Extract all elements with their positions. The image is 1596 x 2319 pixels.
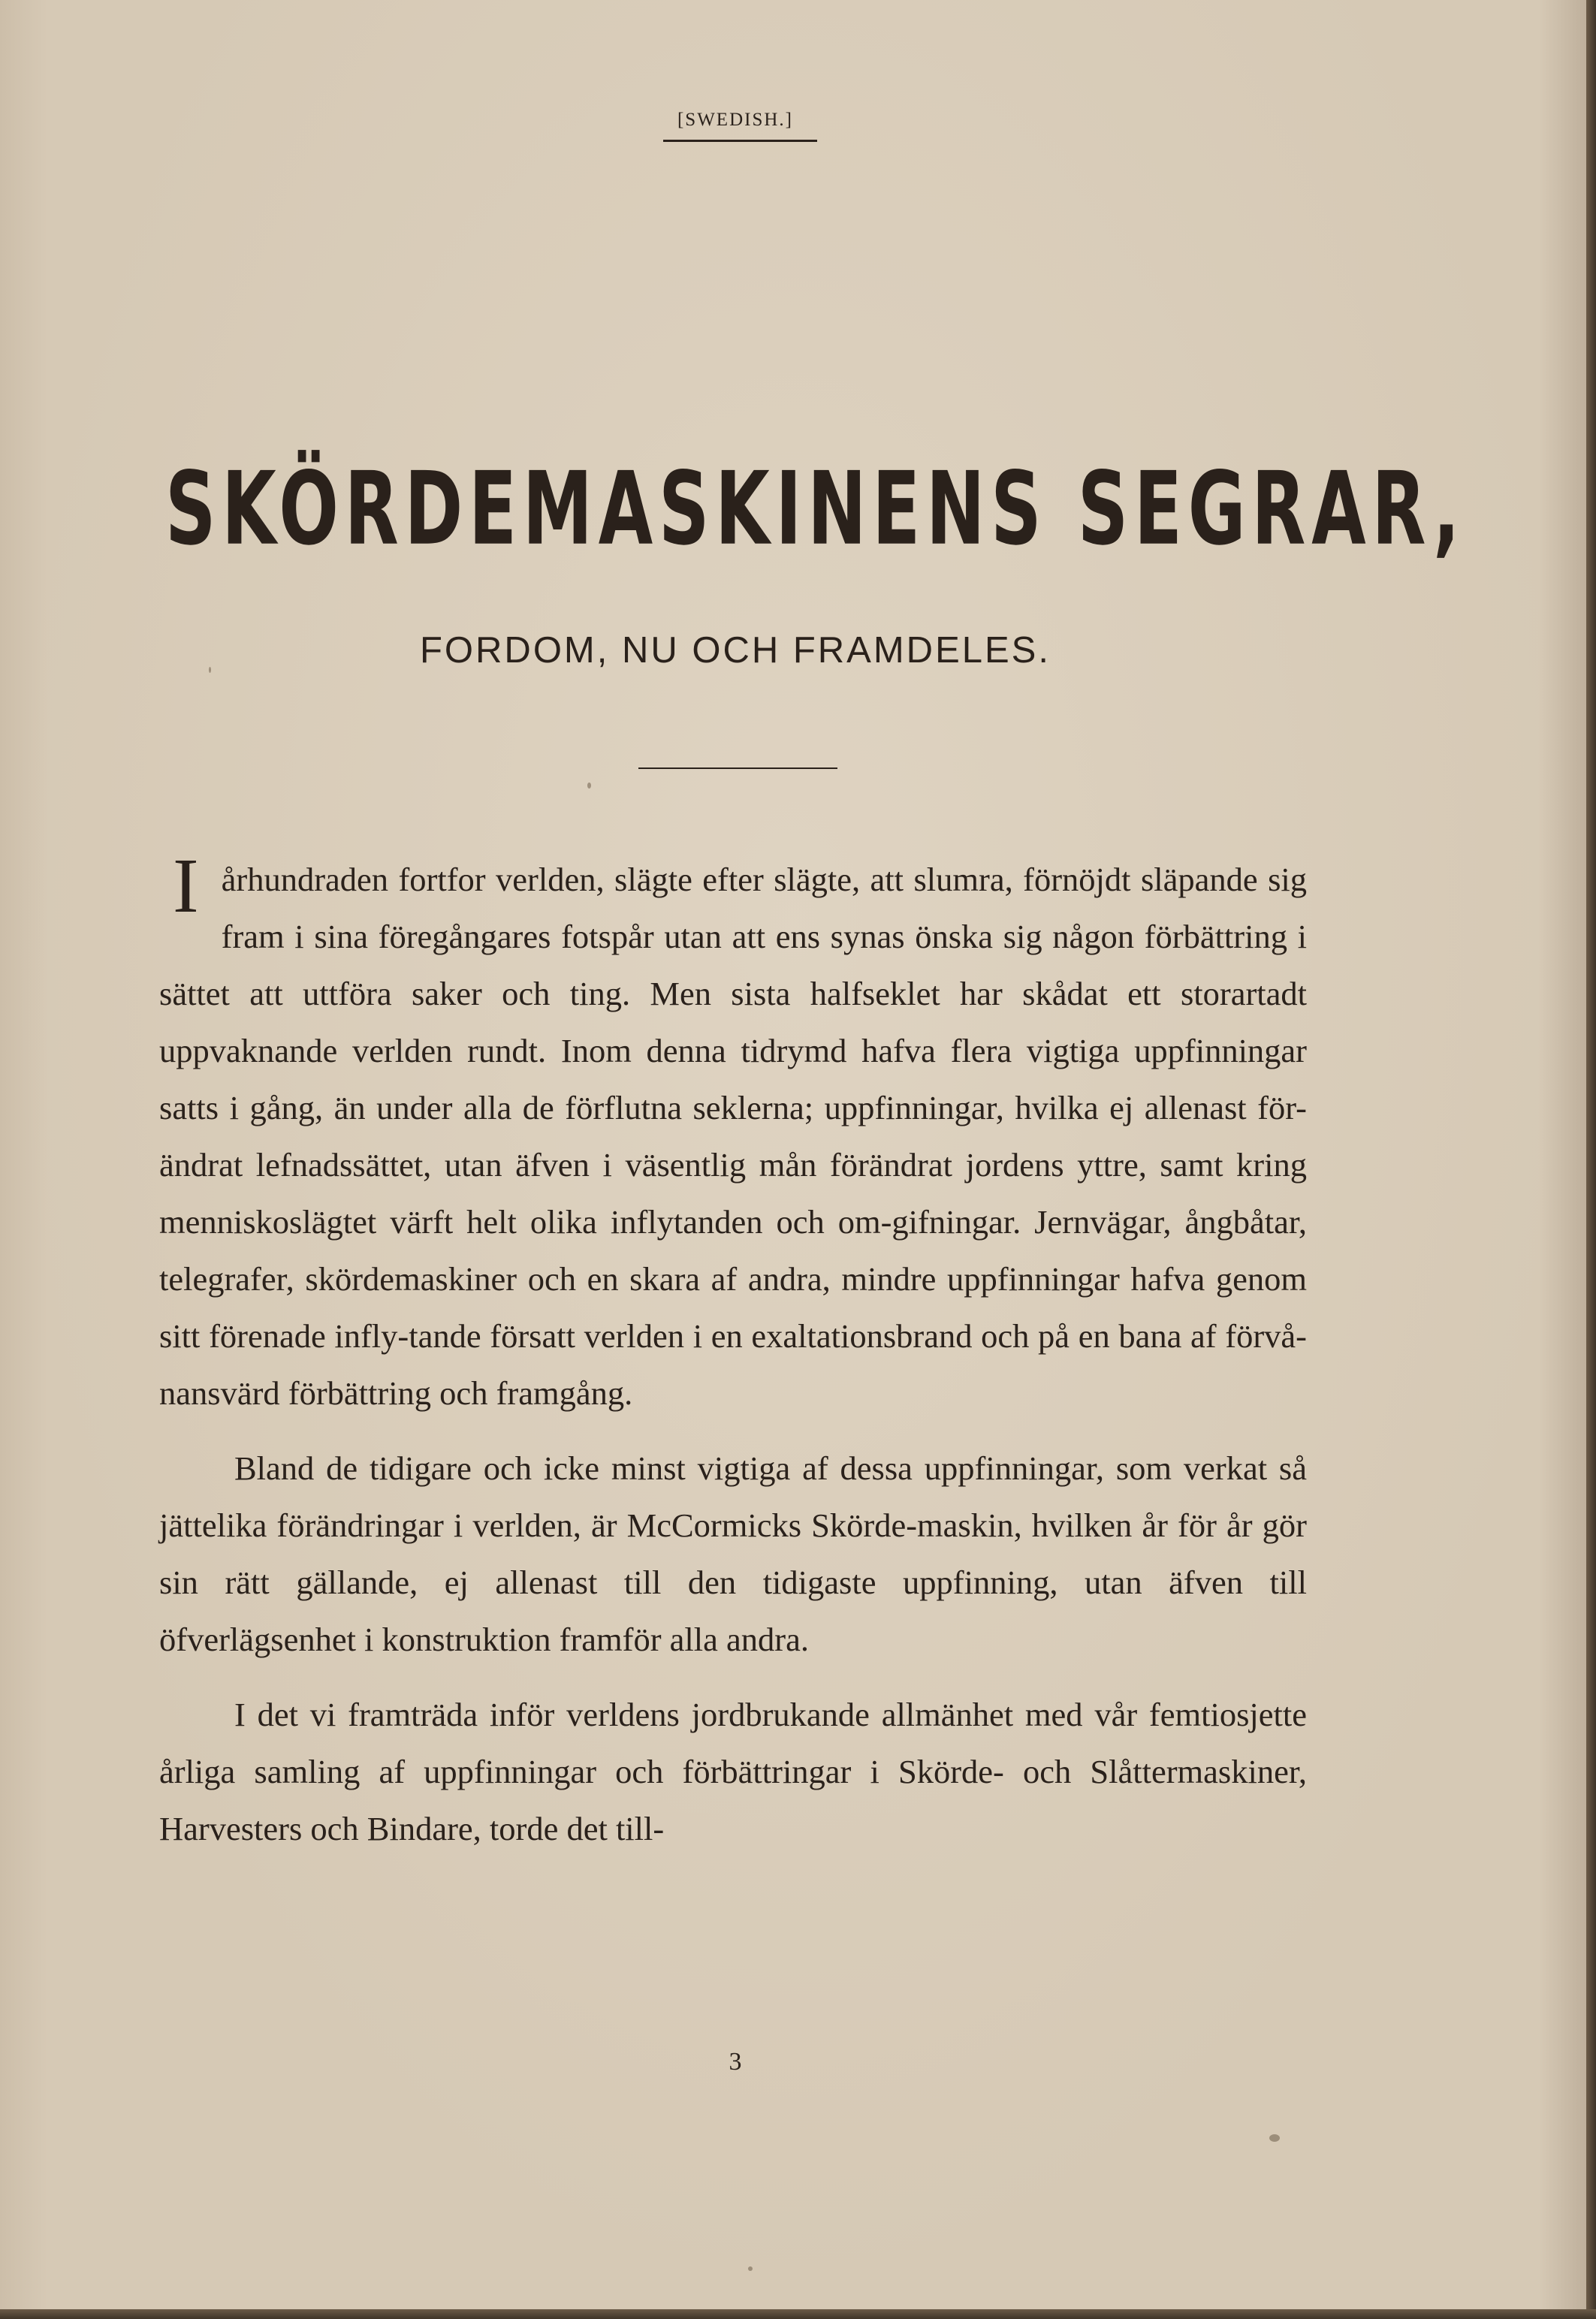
paragraph-1-text: århundraden fortfor verlden, slägte efter slägte, att slumra, förnöjdt släpande sig fram i sina föregångares fotspår utan att ens synas önska sig någon förbättring i sättet att uttföra saker och ting. Men sista halfseklet har skådat ett storartadt uppvaknande verlden rundt. Inom denna tidrymd hafva flera vigtiga uppfinningar satts i gång, än under alla de förflutna seklerna; uppfinningar, hvilka ej allenast för-ändrat lefnadssättet, utan äfven i väsentlig mån förändrat jordens yttre, samt kring menniskoslägtet värft helt olika inflytanden och om-gifningar. Jernvägar, ångbåtar, telegrafer, skördemaskiner och en skara af andra, mindre uppfinningar hafva genom sitt förenade infly-tande försatt verlden i en exaltationsbrand och på en bana af förvå-nansvärd förbättring och framgång. bbox=[159, 861, 1307, 1412]
paragraph-2: Bland de tidigare och icke minst vigtiga af dessa uppfinningar, som verkat så jättelika förändringar i verlden, är McCormicks Skörde-maskin, hvilken år för år gör sin rätt gällande, ej allenast till den tidigaste uppfinning, utan äfven till öfverlägsenhet i konstruktion framför alla andra. bbox=[159, 1449, 1307, 1658]
paper-speck bbox=[1269, 2134, 1280, 2142]
body-text bbox=[159, 843, 1307, 1857]
page-edge-bottom bbox=[0, 2309, 1596, 2319]
paper-speck bbox=[209, 667, 211, 673]
paper-speck bbox=[748, 2266, 753, 2271]
section-divider bbox=[638, 767, 837, 769]
page-title: SKÖRDEMASKINENS SEGRAR, bbox=[165, 451, 1466, 568]
page-number: 3 bbox=[729, 2048, 742, 2076]
paragraph-1 bbox=[159, 843, 1307, 1422]
drop-cap: I bbox=[173, 843, 199, 929]
page-subtitle: FORDOM, NU OCH FRAMDELES. bbox=[420, 630, 1051, 671]
language-label: [SWEDISH.] bbox=[677, 110, 793, 130]
paper-speck bbox=[587, 783, 591, 789]
paragraph-3: I det vi framträda inför verldens jordbrukande allmänhet med vår femtiosjette årliga samling af uppfinningar och förbättringar i Skörde- och Slåttermaskiner, Harvesters och Bindare, torde det till- bbox=[159, 1696, 1307, 1847]
page-edge-right bbox=[1586, 0, 1596, 2319]
language-label-underline bbox=[663, 140, 817, 142]
